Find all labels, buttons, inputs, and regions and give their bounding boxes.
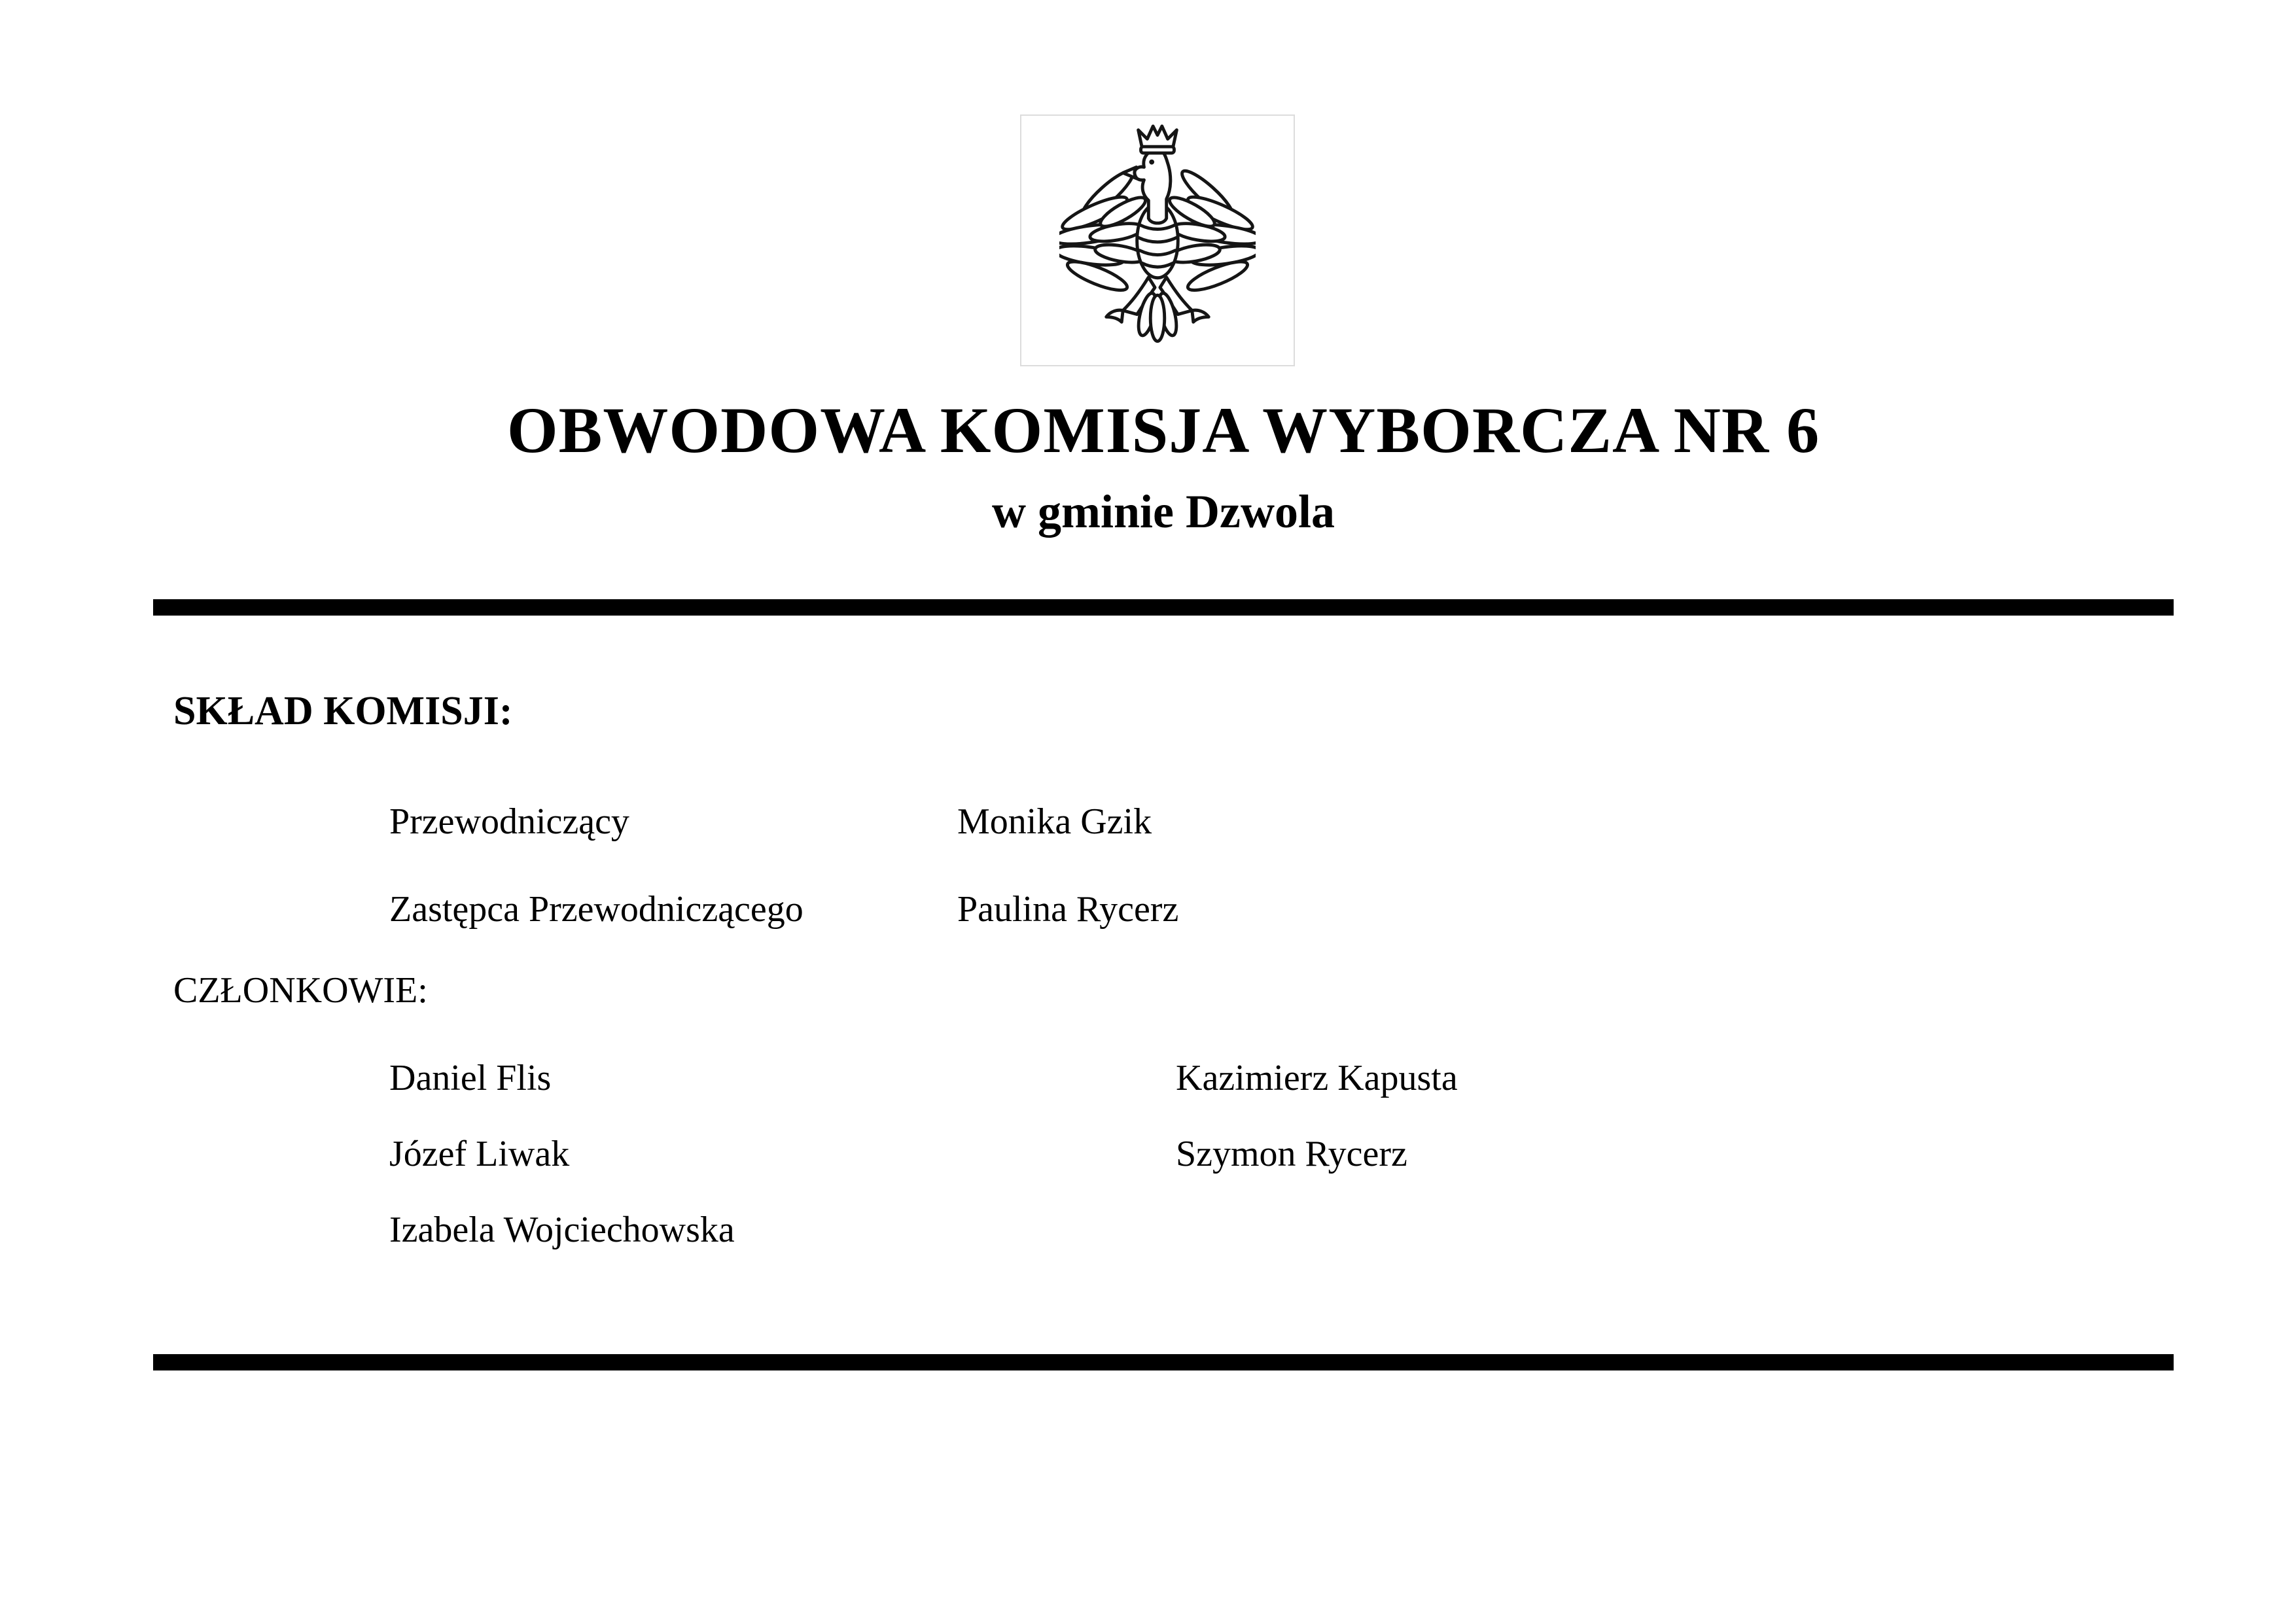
officer-name-deputy: Paulina Rycerz [957,889,1179,930]
page-subtitle: w gminie Dzwola [992,485,1335,538]
member-name: Szymon Rycerz [1176,1134,1407,1174]
member-name: Józef Liwak [389,1134,570,1174]
committee-composition-heading: SKŁAD KOMISJI: [173,689,513,733]
member-name: Kazimierz Kapusta [1176,1058,1458,1098]
officer-role-deputy: Zastępca Przewodniczącego [389,889,804,930]
bottom-divider-bar [153,1354,2174,1370]
page-title: OBWODOWA KOMISJA WYBORCZA NR 6 [506,394,1820,466]
officer-role-chairman: Przewodniczący [389,801,629,842]
top-divider-bar [153,599,2174,616]
emblem-frame [1020,114,1295,366]
polish-eagle-icon [1059,122,1256,359]
member-name: Daniel Flis [389,1058,552,1098]
members-heading: CZŁONKOWIE: [173,970,428,1011]
member-name: Izabela Wojciechowska [389,1210,735,1250]
officer-name-chairman: Monika Gzik [957,801,1152,842]
